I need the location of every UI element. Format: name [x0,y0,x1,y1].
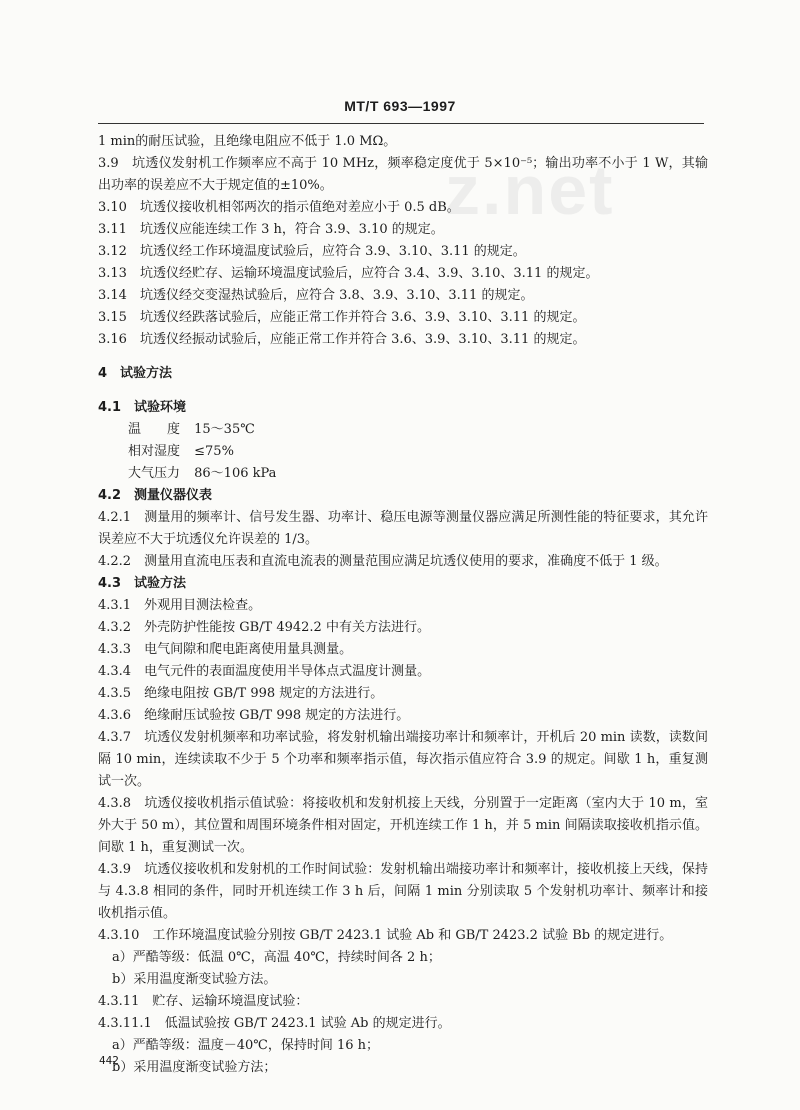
env-temperature-value: 15～35℃ [194,422,255,437]
clause-4-3-11: 4.3.11 贮存、运输环境温度试验： [98,994,309,1009]
document-body [98,131,708,1079]
clause-4-2-2: 4.2.2 测量用直流电压表和直流电流表的测量范围应满足坑透仪使用的要求，准确度不低于 1 级。 [98,554,668,569]
clause-4-3-11-1: 4.3.11.1 低温试验按 GB/T 2423.1 试验 Ab 的规定进行。 [98,1016,451,1031]
clause-4-3-9: 4.3.9 坑透仪接收机和发射机的工作时间试验：发射机输出端接功率计和频率计，接收机接上天线，保持与 4.3.8 相同的条件，同时开机连续工作 3 h 后，间隔 1 min 分别读取 5 个发射机功率计、频率计和接收机指示值。 [98,862,708,921]
clause-4-3-4: 4.3.4 电气元件的表面温度使用半导体点式温度计测量。 [98,664,431,679]
env-pressure-value: 86～106 kPa [194,466,277,481]
clause-4-3-11-1-a: a）严酷等级：温度－40℃，保持时间 16 h； [112,1038,380,1053]
page-header-standard-number: MT/T 693—1997 [344,98,456,114]
page-number: 442 [99,1054,119,1067]
watermark: z.net [445,151,615,229]
clause-4-2-1: 4.2.1 测量用的频率计、信号发生器、功率计、稳压电源等测量仪器应满足所测性能的特征要求，其允许误差应不大于坑透仪允许误差的 1/3。 [98,510,708,547]
paragraph-continuation: 1 min的耐压试验，且绝缘电阻应不低于 1.0 MΩ。 [98,134,397,149]
clause-3-16: 3.16 坑透仪经振动试验后，应能正常工作并符合 3.6、3.9、3.10、3.11 的规定。 [98,332,586,347]
clause-3-9: 3.9 坑透仪发射机工作频率应不高于 10 MHz，频率稳定度优于 5×10⁻⁵；输出功率不小于 1 W，其输出功率的误差应不大于规定值的±10%。 [98,156,708,193]
clause-3-12: 3.12 坑透仪经工作环境温度试验后，应符合 3.9、3.10、3.11 的规定。 [98,244,526,259]
clause-3-11: 3.11 坑透仪应能连续工作 3 h，符合 3.9、3.10 的规定。 [98,222,444,237]
clause-4-3-3: 4.3.3 电气间隙和爬电距离使用量具测量。 [98,642,353,657]
clause-4-2-heading: 4.2 测量仪器仪表 [98,488,213,503]
clause-4-3-heading: 4.3 试验方法 [98,576,187,591]
clause-3-10: 3.10 坑透仪接收机相邻两次的指示值绝对差应小于 0.5 dB。 [98,200,460,215]
clause-4-3-8: 4.3.8 坑透仪接收机指示值试验：将接收机和发射机接上天线，分别置于一定距离（室内大于 10 m，室外大于 50 m），其位置和周围环境条件相对固定，开机连续工作 1 h，并 5 min 间隔读取接收机指示值。间歇 1 h，重复测试一次。 [98,796,708,855]
clause-3-14: 3.14 坑透仪经交变湿热试验后，应符合 3.8、3.9、3.10、3.11 的规定。 [98,288,534,303]
clause-4-1-heading: 4.1 试验环境 [98,400,187,415]
clause-4-3-11-1-b: b）采用温度渐变试验方法； [112,1060,277,1075]
clause-4-3-5: 4.3.5 绝缘电阻按 GB/T 998 规定的方法进行。 [98,686,384,701]
spacer [98,351,708,363]
clause-3-15: 3.15 坑透仪经跌落试验后，应能正常工作并符合 3.6、3.9、3.10、3.11 的规定。 [98,310,586,325]
spacer [98,385,708,397]
clause-3-13: 3.13 坑透仪经贮存、运输环境温度试验后，应符合 3.4、3.9、3.10、3.11 的规定。 [98,266,599,281]
env-temperature-row [98,419,708,441]
clause-4-3-6: 4.3.6 绝缘耐压试验按 GB/T 998 规定的方法进行。 [98,708,410,723]
env-humidity-value: ≤75% [194,444,234,459]
clause-4-3-7: 4.3.7 坑透仪发射机频率和功率试验，将发射机输出端接功率计和频率计，开机后 20 min 读数，读数间隔 10 min，连续读取不少于 5 个功率和频率指示值，每次指示值应符合 3.9 的规定。间歇 1 h，重复测试一次。 [98,730,708,789]
env-pressure-label: 大气压力 [128,466,181,481]
section-4-heading: 4 试验方法 [98,366,173,381]
env-pressure-row [98,463,708,485]
clause-4-3-10: 4.3.10 工作环境温度试验分别按 GB/T 2423.1 试验 Ab 和 GB/T 2423.2 试验 Bb 的规定进行。 [98,928,673,943]
env-humidity-label: 相对湿度 [128,444,181,459]
header-rule [98,123,704,124]
clause-4-3-1: 4.3.1 外观用目测法检查。 [98,598,262,613]
env-temperature-label: 温 度 [128,422,181,437]
clause-4-3-2: 4.3.2 外壳防护性能按 GB/T 4942.2 中有关方法进行。 [98,620,430,635]
clause-4-3-10-a: a）严酷等级：低温 0℃，高温 40℃，持续时间各 2 h； [112,950,441,965]
clause-4-3-10-b: b）采用温度渐变试验方法。 [112,972,277,987]
env-humidity-row [98,441,708,463]
